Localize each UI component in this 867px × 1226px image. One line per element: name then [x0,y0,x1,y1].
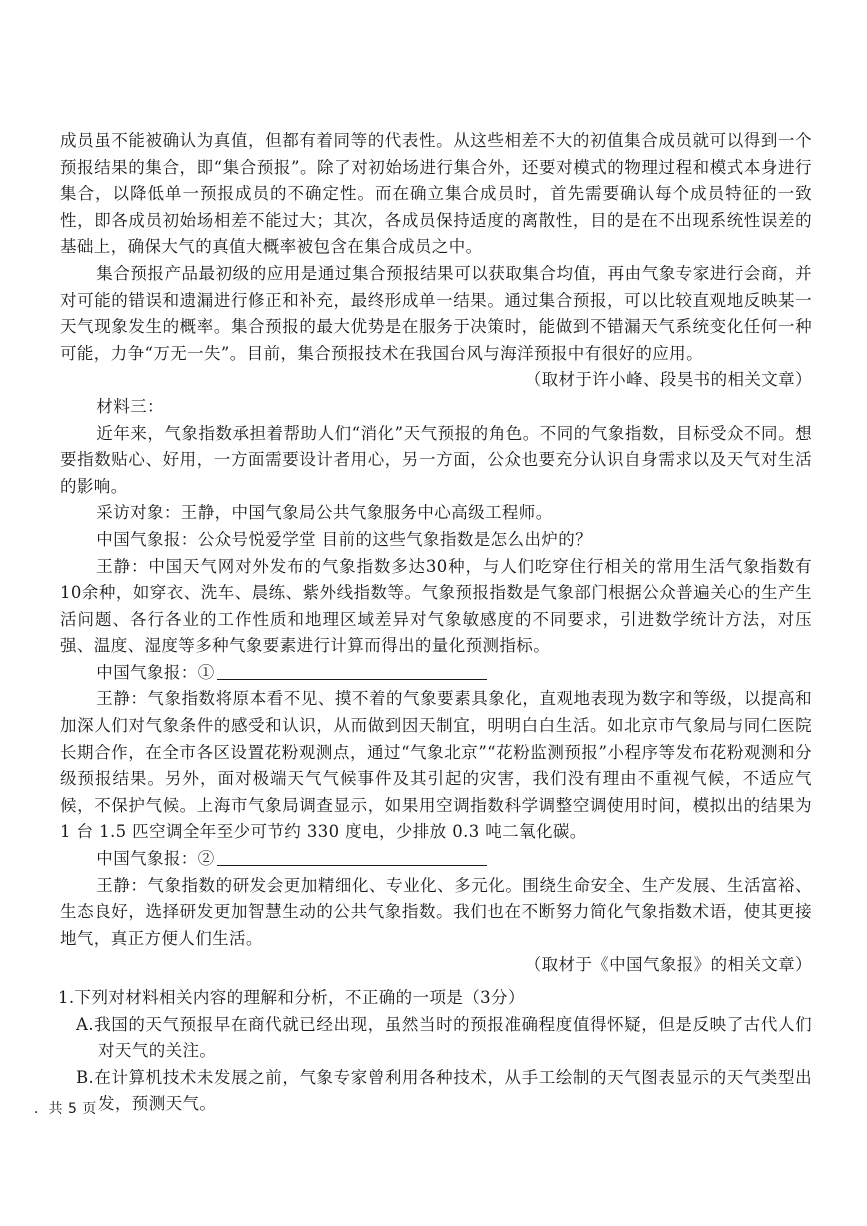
interviewee-line: 采访对象：王静，中国气象局公共气象服务中心高级工程师。 [96,503,553,523]
source-citation-1: （取材于许小峰、段昊书的相关文章） [524,370,812,390]
interview-answer-2: 王静：气象指数的研发会更加精细化、专业化、多元化。围绕生命安全、生产发展、生活富裕、生态良好，选择研发更加智慧生动的公共气象指数。我们也在不断努力简化气象指数术语，使其更接地气，真正方便人们生活。 [60,875,812,948]
paragraph-ensemble-members: 成员虽不能被确认为真值，但都有着同等的代表性。从这些相差不大的初值集合成员就可以得到一个预报结果的集合，即“集合预报”。除了对初始场进行集合外，还要对模式的物理过程和模式本身进行集合，以降低单一预报成员的不确定性。而在确立集合成员时，首先需要确认每个成员特征的一致性，即各成员初始场相差不能过大；其次，各成员保持适度的离散性，目的是在不出现系统性误差的基础上，确保大气的真值大概率被包含在集合成员之中。 [60,131,812,257]
interview-answer-0: 王静：中国天气网对外发布的气象指数多达30种，与人们吃穿住行相关的常用生活气象指数有10余种，如穿衣、洗车、晨练、紫外线指数等。气象预报指数是气象部门根据公众普遍关心的生产生活问题、各行各业的工作性质和地理区域差异对气象敏感度的不同要求，引进数学统计方法，对压强、温度、湿度等多种气象要素进行计算而得出的量化预测指标。 [60,556,812,656]
interview-question-0: 中国气象报：公众号悦爱学堂 目前的这些气象指数是怎么出炉的？ [96,529,593,549]
question-stem: 1.下列对材料相关内容的理解和分析，不正确的一项是（3分） [58,988,525,1007]
option-a: A.我国的天气预报早在商代就已经出现，虽然当时的预报准确程度值得怀疑，但是反映了古代人们对天气的关注。 [76,1014,812,1061]
paragraph-ensemble-application: 集合预报产品最初级的应用是通过集合预报结果可以获取集合均值，再由气象专家进行会商，并对可能的错误和遗漏进行修正和补充，最终形成单一结果。通过集合预报，可以比较直观地反映某一天气现象发生的概率。集合预报的最大优势是在服务于决策时，能做到不错漏天气系统变化任何一种可能，力争“万无一失”。目前，集合预报技术在我国台风与海洋预报中有很好的应用。 [60,263,812,363]
material-3-intro: 近年来，气象指数承担着帮助人们“消化”天气预报的角色。不同的气象指数，目标受众不同。想要指数贴心、好用，一方面需要设计者用心，另一方面，公众也要充分认识自身需求以及天气对生活的影响。 [60,423,812,496]
option-b: B.在计算机技术未发展之前，气象专家曾利用各种技术，从手工绘制的天气图表显示的天气类型出发，预测天气。 [76,1067,812,1114]
fill-blank-2 [217,847,487,866]
page-footer: ．共 5 页 [34,1101,97,1117]
document-body [60,128,812,1118]
interview-question-1 [60,660,812,687]
question-1-text: 中国气象报：① [96,662,215,682]
interview-question-2 [60,846,812,873]
interview-answer-1: 王静：气象指数将原本看不见、摸不着的气象要素具象化，直观地表现为数字和等级，以提高和加深人们对气象条件的感受和认识，从而做到因天制宜，明明白白生活。如北京市气象局与同仁医院长期合作，在全市各区设置花粉观测点，通过“气象北京”“花粉监测预报”小程序等发布花粉观测和分级预报结果。另外，面对极端天气气候事件及其引起的灾害，我们没有理由不重视气候，不适应气候，不保护气候。上海市气象局调查显示，如果用空调指数科学调整空调使用时间，模拟出的结果为 1 台 1.5 匹空调全年至少可节约 330 度电，少排放 0.3 吨二氧化碳。 [60,689,812,842]
source-citation-2: （取材于《中国气象报》的相关文章） [524,955,812,975]
question-2-text: 中国气象报：② [96,849,215,869]
fill-blank-1 [217,661,487,680]
material-3-label: 材料三： [96,396,164,416]
